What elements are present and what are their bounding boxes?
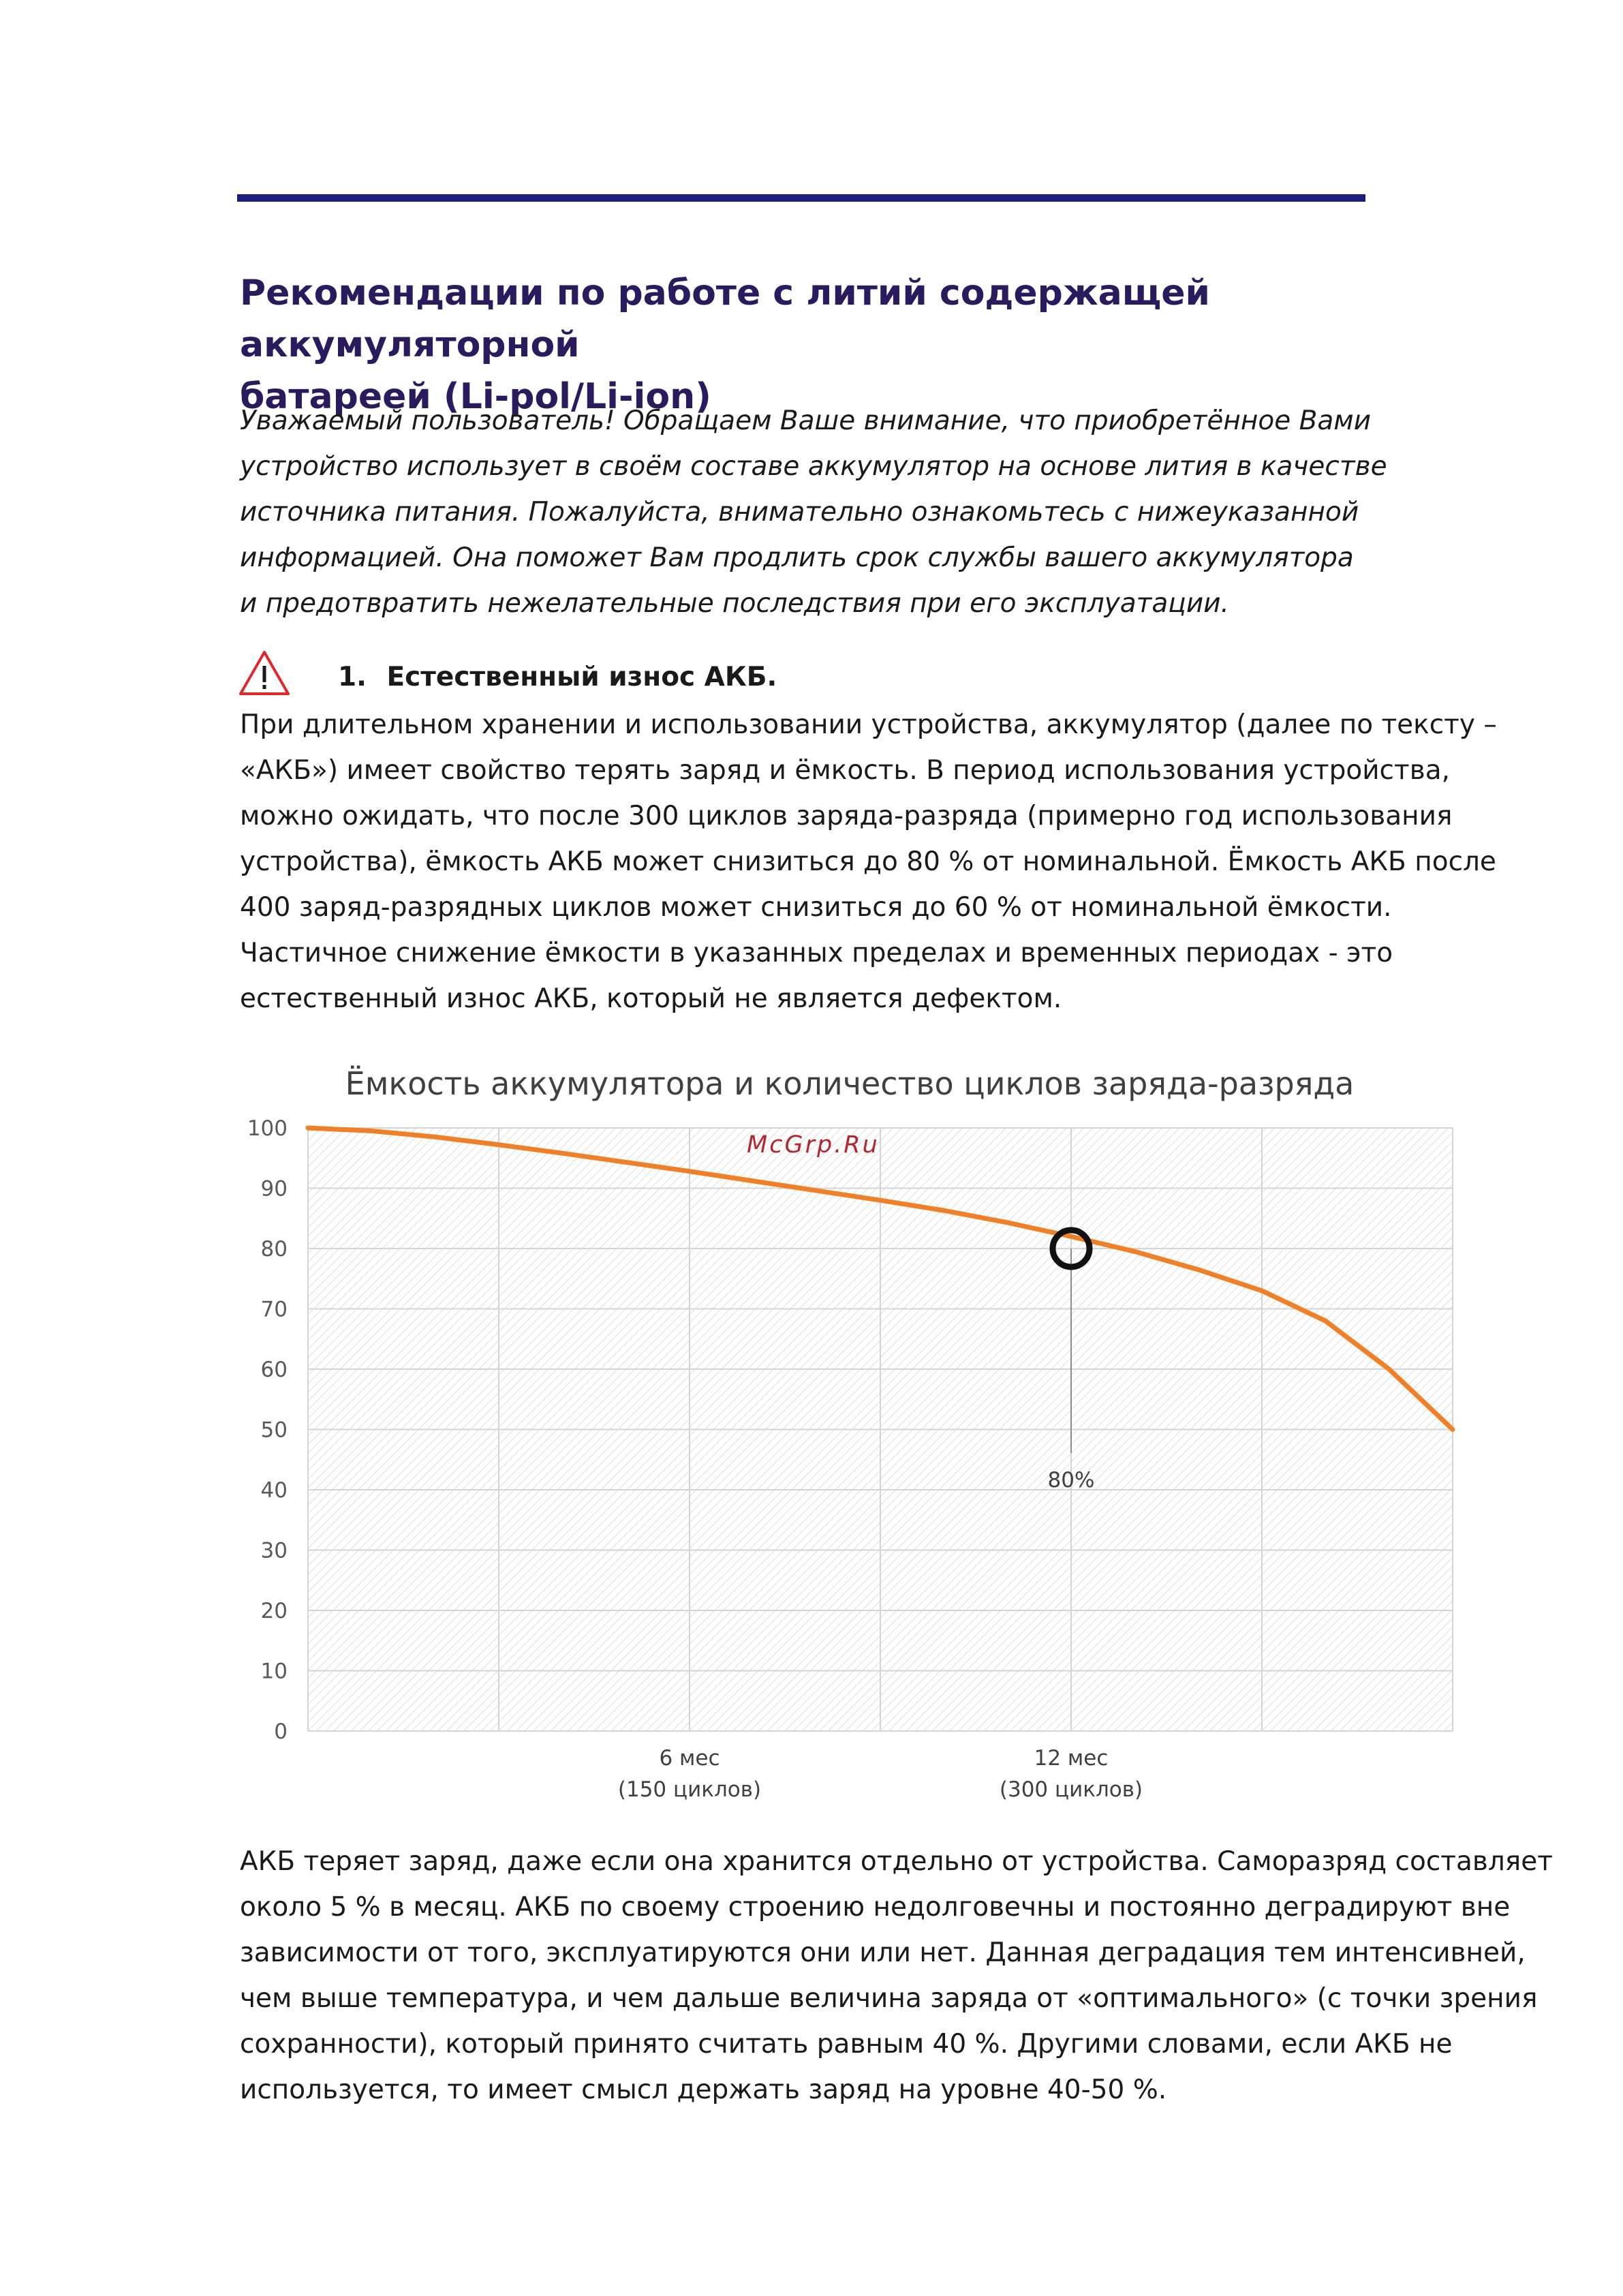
- y-tick-label: 10: [260, 1659, 288, 1684]
- annotation-label: 80%: [1047, 1468, 1095, 1493]
- y-tick-label: 80: [260, 1237, 288, 1261]
- watermark: McGrp.Ru: [747, 1131, 880, 1159]
- warning-triangle-icon: [238, 649, 290, 696]
- y-tick-label: 100: [247, 1116, 288, 1141]
- y-tick-label: 20: [260, 1599, 288, 1623]
- intro-line: устройство использует в своём составе аккумулятор на основе лития в качестве: [240, 451, 1387, 482]
- intro-paragraph: [240, 398, 1507, 626]
- chart-title: Ёмкость аккумулятора и количество циклов заряда-разряда: [345, 1065, 1355, 1102]
- intro-line: информацией. Она поможет Вам продлить срок службы вашего аккумулятора: [240, 542, 1354, 573]
- paragraph-natural-wear: [240, 702, 1534, 1022]
- y-tick-label: 60: [260, 1358, 288, 1382]
- paragraph-line: около 5 % в месяц. АКБ по своему строению недолговечны и постоянно деградируют вне: [240, 1892, 1511, 1923]
- title-line: батареей (Li-pol/Li-ion): [240, 376, 711, 417]
- y-tick-label: 90: [260, 1176, 288, 1201]
- paragraph-line: чем выше температура, и чем дальше величина заряда от «оптимального» (с точки зрения: [240, 1983, 1538, 2014]
- intro-line: Уважаемый пользователь! Обращаем Ваше внимание, что приобретённое Вами: [240, 405, 1372, 436]
- title-line: Рекомендации по работе с литий содержащей аккумуляторной: [240, 273, 1210, 365]
- header-rule: [237, 194, 1365, 202]
- paragraph-line: Частичное снижение ёмкости в указанных пределах и временных периодах - это: [240, 938, 1393, 968]
- paragraph-line: устройства), ёмкость АКБ может снизиться до 80 % от номинальной. Ёмкость АКБ после: [240, 846, 1496, 877]
- section-heading-text: Естественный износ АКБ.: [386, 662, 777, 692]
- section-number: 1.: [338, 662, 367, 692]
- paragraph-line: можно ожидать, что после 300 циклов заряда-разряда (примерно год использования: [240, 801, 1453, 831]
- y-tick-label: 50: [260, 1418, 288, 1443]
- x-tick-label: 6 мес: [659, 1746, 720, 1771]
- y-tick-label: 40: [260, 1478, 288, 1503]
- paragraph-line: 400 заряд-разрядных циклов может снизиться до 60 % от номинальной ёмкости.: [240, 892, 1392, 923]
- paragraph-line: сохранности), который принято считать равным 40 %. Другими словами, если АКБ не: [240, 2029, 1453, 2060]
- y-tick-label: 30: [260, 1538, 288, 1563]
- paragraph-line: «АКБ») имеет свойство терять заряд и ёмкость. В период использования устройства,: [240, 755, 1450, 786]
- x-tick-sublabel: (300 циклов): [999, 1777, 1143, 1802]
- paragraph-line: АКБ теряет заряд, даже если она хранится отдельно от устройства. Саморазряд составляет: [240, 1846, 1553, 1877]
- intro-line: и предотвратить нежелательные последствия при его эксплуатации.: [240, 588, 1229, 619]
- paragraph-line: При длительном хранении и использовании устройства, аккумулятор (далее по тексту –: [240, 709, 1497, 740]
- y-tick-label: 0: [274, 1719, 288, 1744]
- paragraph-line: зависимости от того, эксплуатируются они или нет. Данная деградация тем интенсивней,: [240, 1938, 1526, 1968]
- section-heading: [338, 658, 777, 697]
- y-tick-label: 70: [260, 1297, 288, 1322]
- x-tick-label: 12 мес: [1034, 1746, 1109, 1771]
- paragraph-line: используется, то имеет смысл держать заряд на уровне 40-50 %.: [240, 2075, 1167, 2105]
- x-tick-sublabel: (150 циклов): [617, 1777, 762, 1802]
- paragraph-line: естественный износ АКБ, который не является дефектом.: [240, 983, 1062, 1014]
- paragraph-self-discharge: [240, 1839, 1553, 2113]
- capacity-chart: [232, 1104, 1472, 1806]
- intro-line: источника питания. Пожалуйста, внимательно ознакомьтесь с нижеуказанной: [240, 497, 1359, 527]
